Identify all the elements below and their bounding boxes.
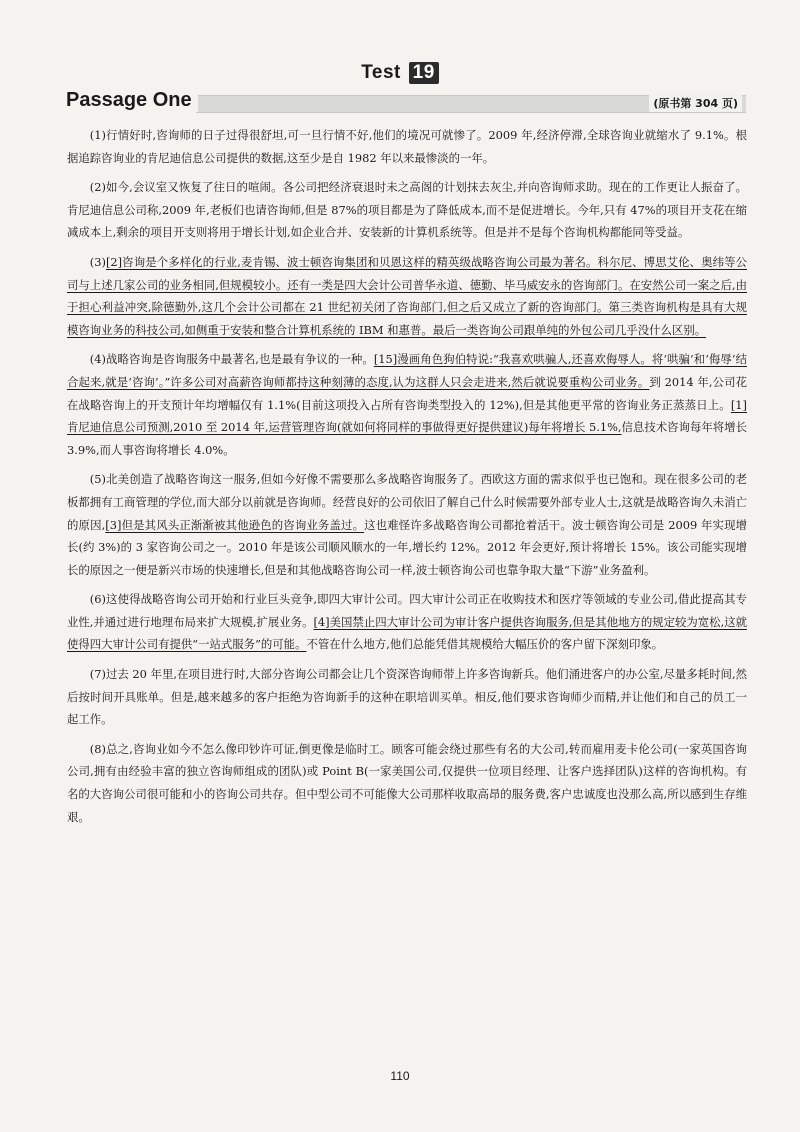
page-number: 110 bbox=[390, 1069, 410, 1083]
paragraph-2 bbox=[67, 176, 747, 244]
passage-body bbox=[67, 124, 747, 835]
paragraph-text: (6)这使得战略咨询公司开始和行业巨头竞争,即四大审计公司。四大审计公司正在收购技术和医疗等领域的专业公司,借此提高其专业性,并通过进行地理布局来扩大规模,扩展业务。 bbox=[67, 592, 747, 629]
passage-header-bar bbox=[66, 89, 746, 114]
paragraph-6 bbox=[67, 588, 747, 656]
paragraph-4 bbox=[67, 348, 747, 461]
test-heading bbox=[0, 62, 800, 84]
test-label: Test bbox=[361, 62, 401, 83]
original-page-reference: (原书第 304 页) bbox=[649, 94, 742, 112]
paragraph-text: 到 2014 年,公司花在战略咨询上的开支预计年均增幅仅有 1.1%(目前这项投入占所有咨询类型投入的 12%),但是其他更平常的咨询业务正蒸蒸日上。 bbox=[67, 374, 747, 412]
paragraph-text: 不管在什么地方,他们总能凭借其规模给大幅压价的客户留下深刻印象。 bbox=[306, 637, 664, 652]
paragraph-8 bbox=[67, 738, 747, 828]
paragraph-text: 信息技术咨询每年将增长 3.9%,而人事咨询将增长 4.0%。 bbox=[67, 420, 747, 457]
underlined-answer-text: [4]美国禁止四大审计公司为审计客户提供咨询服务,但是其他地方的规定较为宽松,这就使得四大审计公司有提供“一站式服务”的可能。 bbox=[67, 614, 747, 652]
underlined-answer-text: [15]漫画角色狗伯特说:“我喜欢哄骗人,还喜欢侮辱人。将‘哄骗’和‘侮辱’结合起来,就是‘咨询’。”许多公司对高薪咨询师都持这种刻薄的态度,认为这群人只会走进来,然后就说要重构公司业务。 bbox=[67, 352, 747, 389]
paragraph-text: (5)北美创造了战略咨询这一服务,但如今好像不需要那么多战略咨询服务了。西欧这方面的需求似乎也已饱和。现在很多公司的老板都拥有工商管理的学位,而大部分以前就是咨询师。经营良好的公司依旧了解自己什么时候需要外部专业人士,这就是战略咨询久未消亡的原因, bbox=[67, 472, 747, 532]
paragraph-text: (3) bbox=[89, 254, 106, 269]
paragraph-text: (8)总之,咨询业如今不怎么像印钞许可证,倒更像是临时工。顾客可能会绕过那些有名的大公司,转而雇用麦卡伦公司(一家英国咨询公司,拥有由经验丰富的独立咨询师组成的团队)或 Point B(一家美国公司,仅提供一位项目经理、让客户选择团队)这样的咨询机构。有名的大咨询公司很可能和小的咨询公司共存。但中型公司不可能像大公司那样收取高昂的服务费,客户忠诚度也没那么高,所以感到生存维艰。 bbox=[67, 741, 747, 824]
paragraph-1 bbox=[67, 124, 747, 169]
paragraph-5 bbox=[67, 468, 747, 581]
paragraph-text: (4)战略咨询是咨询服务中最著名,也是最有争议的一种。 bbox=[89, 352, 374, 367]
paragraph-text: 这也难怪许多战略咨询公司都抢着活干。波士顿咨询公司是 2009 年实现增长(约 3%)的 3 家咨询公司之一。2010 年是该公司顺风顺水的一年,增长约 12%。2012 年会更好,预计将增长 15%。该公司能实现增长的原因之一便是新兴市场的快速增长,但是和其他战略咨询公司一样,波士顿咨询公司也靠争取大量“下游”业务盈利。 bbox=[67, 517, 748, 577]
paragraph-text: (2)如今,会议室又恢复了往日的喧闹。各公司把经济衰退时未之高阁的计划抹去灰尘,并向咨询师求助。现在的工作更让人振奋了。肯尼迪信息公司称,2009 年,老板们也请咨询师,但是 87%的项目都是为了降低成本,而不是促进增长。今年,只有 47%的项目开支花在缩减成本上,剩余的项目开支则将用于增长计划,如企业合并、安装新的计算机系统等。但是并不是每个咨询机构都能同等受益。 bbox=[67, 180, 747, 240]
paragraph-text: (7)过去 20 年里,在项目进行时,大部分咨询公司都会让几个资深咨询师带上许多咨询新兵。他们涌进客户的办公室,尽量多耗时间,然后按时间开具账单。但是,越来越多的客户拒绝为咨询新手的这种在职培训买单。相反,他们要求咨询师少而精,并让他们和自己的员工一起工作。 bbox=[67, 667, 747, 727]
paragraph-3 bbox=[67, 251, 747, 341]
passage-title: Passage One bbox=[66, 89, 198, 112]
underlined-answer-text: [2]咨询是个多样化的行业,麦肯锡、波士顿咨询集团和贝恩这样的精英级战略咨询公司最为著名。科尔尼、博思艾伦、奥纬等公司与上述几家公司的业务相同,但规模较小。还有一类是四大会计公司普华永道、德勤、毕马威安永的咨询部门。在安然公司一案之后,由于担心利益冲突,除德勤外,这几个会计公司都在 21 世纪初关闭了咨询部门,但之后又成立了新的咨询部门。第三类咨询机构是具有大规模咨询业务的科技公司,如侧重于安装和整合计算机系统的 IBM 和惠普。最后一类咨询公司跟单纯的外包公司几乎没什么区别。 bbox=[67, 254, 747, 337]
underlined-answer-text: [1]肯尼迪信息公司预测,2010 至 2014 年,运营管理咨询(就如何将同样的事做得更好提供建议)每年将增长 5.1%, bbox=[67, 397, 747, 435]
paragraph-text: (1)行情好时,咨询师的日子过得很舒坦,可一旦行情不好,他们的境况可就惨了。2009 年,经济停滞,全球咨询业就缩水了 9.1%。根据追踪咨询业的肯尼迪信息公司提供的数据,这至少是自 1982 年以来最惨淡的一年。 bbox=[67, 128, 747, 165]
paragraph-7 bbox=[67, 663, 747, 731]
test-number-badge: 19 bbox=[409, 62, 439, 84]
underlined-answer-text: [3]但是其风头正渐渐被其他逊色的咨询业务盖过。 bbox=[105, 517, 365, 532]
